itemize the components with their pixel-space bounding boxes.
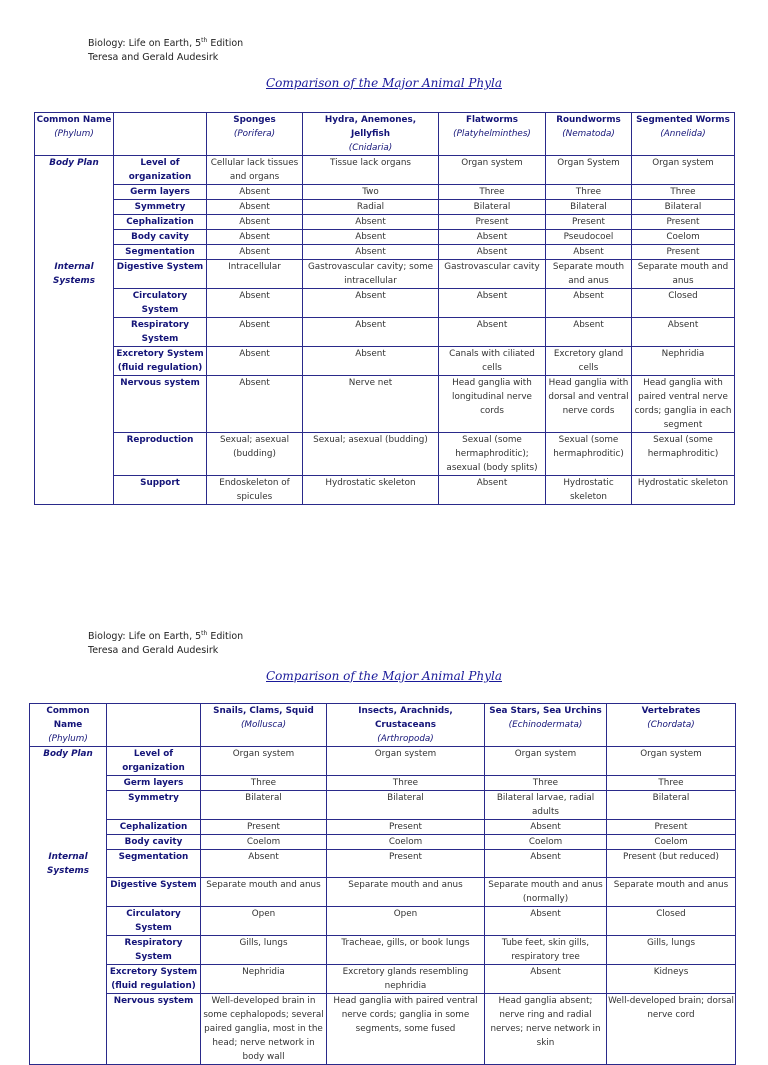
phylum-name: (Porifera) [233, 129, 276, 139]
table-cell: Present [201, 820, 327, 835]
table-cell: Organ system [607, 747, 736, 776]
table-row [30, 965, 736, 994]
category-cell [30, 791, 107, 820]
row-label: Support [114, 476, 207, 505]
table-cell: Three [201, 776, 327, 791]
row-label: Circulatory System [107, 907, 201, 936]
table-cell: Absent [303, 289, 439, 318]
common-name-header: Common Name (Phylum) [30, 704, 107, 747]
table-cell: Bilateral [546, 200, 632, 215]
table-cell: Separate mouth and anus (normally) [485, 878, 607, 907]
table-cell: Bilateral [201, 791, 327, 820]
phylum-column-header [207, 113, 303, 156]
category-cell [35, 289, 114, 318]
table-cell: Coelom [485, 835, 607, 850]
table-cell: Organ system [327, 747, 485, 776]
table-cell: Three [327, 776, 485, 791]
phylum-column-header [607, 704, 736, 747]
table-row [35, 347, 735, 376]
table-row [35, 318, 735, 347]
row-label: Body cavity [114, 230, 207, 245]
table-cell: Hydrostatic skeleton [632, 476, 735, 505]
table-cell: Excretory gland cells [546, 347, 632, 376]
table-cell: Bilateral [439, 200, 546, 215]
table-row [30, 835, 736, 850]
table-cell: Absent [207, 289, 303, 318]
row-label: Cephalization [114, 215, 207, 230]
phylum-column-header [546, 113, 632, 156]
table-cell: Bilateral [607, 791, 736, 820]
table-cell: Hydrostatic skeleton [546, 476, 632, 505]
table-cell: Absent [207, 245, 303, 260]
phylum-name: (Mollusca) [240, 720, 287, 730]
page-title: Comparison of the Major Animal Phyla [266, 76, 502, 90]
common-name: Segmented Worms [636, 115, 730, 125]
book-edition: Biology: Life on Earth, 5th Edition [88, 37, 244, 50]
table-cell: Absent [201, 850, 327, 878]
document-header-2 [88, 627, 243, 658]
category-cell [35, 215, 114, 230]
table-cell: Absent [303, 347, 439, 376]
table-cell: Sexual; asexual (budding) [303, 433, 439, 476]
table-cell: Absent [303, 318, 439, 347]
table-cell: Well-developed brain; dorsal nerve cord [607, 994, 736, 1065]
table-row [35, 260, 735, 289]
table-cell: Three [439, 185, 546, 200]
table-cell: Absent [207, 185, 303, 200]
table-cell: Absent [207, 230, 303, 245]
table-cell: Absent [485, 850, 607, 878]
table-cell: Gastrovascular cavity [439, 260, 546, 289]
table-cell: Absent [439, 318, 546, 347]
table-cell: Three [607, 776, 736, 791]
table-cell: Endoskeleton of spicules [207, 476, 303, 505]
row-label: Nervous system [107, 994, 201, 1065]
common-name: Snails, Clams, Squid [213, 706, 314, 716]
row-label: Digestive System [107, 878, 201, 907]
table-row [30, 907, 736, 936]
table-cell: Absent [207, 376, 303, 433]
category-label: Body Plan [49, 158, 99, 168]
category-body-plan [35, 156, 114, 185]
table-cell: Three [546, 185, 632, 200]
table-cell: Gills, lungs [607, 936, 736, 965]
book-authors: Teresa and Gerald Audesirk [88, 52, 219, 64]
table-cell: Organ System [546, 156, 632, 185]
common-name: Sponges [233, 115, 276, 125]
table-cell: Well-developed brain in some cephalopods; several paired ganglia, most in the head; nerve network in body wall [201, 994, 327, 1065]
header-row [30, 704, 736, 747]
row-label: Excretory System (fluid regulation) [114, 347, 207, 376]
phylum-name: (Echinodermata) [508, 720, 583, 730]
row-label: Segmentation [107, 850, 201, 878]
table-cell: Head ganglia with dorsal and ventral nerve cords [546, 376, 632, 433]
phylum-column-header [439, 113, 546, 156]
table-cell: Three [485, 776, 607, 791]
category-cell [35, 347, 114, 376]
table-row [30, 878, 736, 907]
row-label: Level of organization [114, 156, 207, 185]
table-row [35, 289, 735, 318]
common-name-header: Common Name (Phylum) [35, 113, 114, 156]
table-cell: Absent [207, 215, 303, 230]
category-label: Internal [54, 261, 94, 272]
table-cell: Coelom [201, 835, 327, 850]
phylum-column-header [303, 113, 439, 156]
row-label: Reproduction [114, 433, 207, 476]
phylum-name: (Annelida) [660, 129, 706, 139]
table-cell: Coelom [327, 835, 485, 850]
table-cell: Head ganglia absent; nerve ring and radial nerves; nerve network in skin [485, 994, 607, 1065]
table-cell: Present [439, 215, 546, 230]
row-label: Body cavity [107, 835, 201, 850]
header-row [35, 113, 735, 156]
table-cell: Coelom [632, 230, 735, 245]
table-cell: Open [201, 907, 327, 936]
table-cell: Nerve net [303, 376, 439, 433]
table-cell: Absent [303, 245, 439, 260]
phylum-column-header [632, 113, 735, 156]
table-cell: Tracheae, gills, or book lungs [327, 936, 485, 965]
row-label: Respiratory System [107, 936, 201, 965]
row-label: Respiratory System [114, 318, 207, 347]
table-cell: Organ system [439, 156, 546, 185]
phylum-name: (Arthropoda) [377, 734, 434, 744]
table-cell: Absent [439, 245, 546, 260]
category-cell [30, 835, 107, 850]
row-label-header [107, 704, 201, 747]
table-cell: Coelom [607, 835, 736, 850]
table-row [35, 230, 735, 245]
row-label: Symmetry [107, 791, 201, 820]
table-cell: Absent [207, 347, 303, 376]
table-cell: Hydrostatic skeleton [303, 476, 439, 505]
table-cell: Cellular lack tissues and organs [207, 156, 303, 185]
phyla-table-1 [34, 112, 735, 505]
category-cell [30, 820, 107, 835]
category-cell [35, 376, 114, 433]
row-label: Digestive System [114, 260, 207, 289]
category-cell [30, 936, 107, 965]
table-cell: Separate mouth and anus [607, 878, 736, 907]
table-cell: Present [546, 215, 632, 230]
document-header [88, 34, 243, 65]
table-cell: Two [303, 185, 439, 200]
row-label: Germ layers [107, 776, 201, 791]
table-row [30, 936, 736, 965]
row-label: Level of organization [107, 747, 201, 776]
common-name: Vertebrates [641, 706, 701, 716]
table-row [30, 994, 736, 1065]
category-cell [35, 185, 114, 200]
table-cell: Absent [546, 289, 632, 318]
table-row [35, 433, 735, 476]
table-cell: Present [327, 820, 485, 835]
table-cell: Absent [546, 245, 632, 260]
book-authors: Teresa and Gerald Audesirk [88, 645, 219, 657]
table-cell: Pseudocoel [546, 230, 632, 245]
table-cell: Absent [485, 820, 607, 835]
table-cell: Sexual (some hermaphroditic) [546, 433, 632, 476]
common-name: Roundworms [556, 115, 621, 125]
category-cell [30, 776, 107, 791]
table-cell: Separate mouth and anus [327, 878, 485, 907]
table-cell: Absent [439, 476, 546, 505]
table-cell: Nephridia [632, 347, 735, 376]
table-cell: Absent [485, 907, 607, 936]
phylum-name: (Chordata) [647, 720, 695, 730]
table-cell: Absent [207, 200, 303, 215]
table-cell: Absent [439, 230, 546, 245]
table-cell: Head ganglia with longitudinal nerve cords [439, 376, 546, 433]
table-cell: Radial [303, 200, 439, 215]
table-row [30, 850, 736, 878]
table-cell: Bilateral [327, 791, 485, 820]
row-label-header [114, 113, 207, 156]
table-cell: Head ganglia with paired ventral nerve cords; ganglia in each segment [632, 376, 735, 433]
category-cell [35, 476, 114, 505]
category-cell [30, 878, 107, 907]
table-cell: Absent [485, 965, 607, 994]
category-cell [35, 318, 114, 347]
table-cell: Bilateral larvae, radial adults [485, 791, 607, 820]
table-row [30, 820, 736, 835]
table-row [35, 376, 735, 433]
category-cell [35, 260, 114, 289]
table-cell: Absent [439, 289, 546, 318]
table-cell: Open [327, 907, 485, 936]
table-row [35, 215, 735, 230]
table-cell: Present [632, 245, 735, 260]
table-cell: Absent [632, 318, 735, 347]
table-cell: Separate mouth and anus [201, 878, 327, 907]
common-name: Insects, Arachnids, Crustaceans [358, 706, 453, 730]
category-body-plan [30, 747, 107, 776]
table-cell: Head ganglia with paired ventral nerve cords; ganglia in some segments, some fused [327, 994, 485, 1065]
table-cell: Present [632, 215, 735, 230]
table-cell: Canals with ciliated cells [439, 347, 546, 376]
row-label: Symmetry [114, 200, 207, 215]
table-cell: Tissue lack organs [303, 156, 439, 185]
common-name: Sea Stars, Sea Urchins [489, 706, 602, 716]
category-label: Internal [48, 851, 88, 862]
table-cell: Present (but reduced) [607, 850, 736, 878]
table-cell: Absent [303, 230, 439, 245]
table-cell: Tube feet, skin gills, respiratory tree [485, 936, 607, 965]
table-cell: Sexual; asexual (budding) [207, 433, 303, 476]
table-cell: Sexual (some hermaphroditic); asexual (body splits) [439, 433, 546, 476]
table-cell: Sexual (some hermaphroditic) [632, 433, 735, 476]
phyla-table-2 [29, 703, 736, 1065]
common-name: Hydra, Anemones, Jellyfish [324, 115, 417, 139]
row-label: Cephalization [107, 820, 201, 835]
table-cell: Excretory glands resembling nephridia [327, 965, 485, 994]
category-cell [30, 907, 107, 936]
table-cell: Present [607, 820, 736, 835]
table-cell: Gills, lungs [201, 936, 327, 965]
category-label: Systems [53, 275, 95, 286]
category-cell [30, 994, 107, 1065]
phylum-name: (Platyhelminthes) [453, 129, 531, 139]
row-label: Circulatory System [114, 289, 207, 318]
table-row [30, 791, 736, 820]
common-name: Flatworms [465, 115, 519, 125]
category-cell [35, 230, 114, 245]
row-label: Segmentation [114, 245, 207, 260]
phylum-name: (Nematoda) [562, 129, 615, 139]
category-label: Body Plan [43, 749, 93, 759]
category-cell [35, 245, 114, 260]
category-cell [35, 200, 114, 215]
phylum-column-header [485, 704, 607, 747]
table-cell: Nephridia [201, 965, 327, 994]
category-cell [35, 433, 114, 476]
table-row [35, 476, 735, 505]
table-row [35, 200, 735, 215]
table-cell: Organ system [632, 156, 735, 185]
table-cell: Kidneys [607, 965, 736, 994]
table-cell: Organ system [485, 747, 607, 776]
row-label: Excretory System (fluid regulation) [107, 965, 201, 994]
row-label: Germ layers [114, 185, 207, 200]
table-cell: Separate mouth and anus [546, 260, 632, 289]
table-cell: Organ system [201, 747, 327, 776]
table-cell: Bilateral [632, 200, 735, 215]
table-row [35, 245, 735, 260]
table-cell: Present [327, 850, 485, 878]
table-row [35, 156, 735, 185]
row-label: Nervous system [114, 376, 207, 433]
table-cell: Absent [546, 318, 632, 347]
table-row [30, 776, 736, 791]
table-cell: Closed [607, 907, 736, 936]
table-cell: Three [632, 185, 735, 200]
category-cell [30, 850, 107, 878]
phylum-name: (Cnidaria) [348, 143, 393, 153]
table-cell: Gastrovascular cavity; some intracellular [303, 260, 439, 289]
table-cell: Absent [303, 215, 439, 230]
page-title-2: Comparison of the Major Animal Phyla [266, 669, 502, 683]
phylum-column-header [201, 704, 327, 747]
table-cell: Intracellular [207, 260, 303, 289]
category-cell [30, 965, 107, 994]
table-row [30, 747, 736, 776]
category-label: Systems [47, 865, 89, 876]
table-row [35, 185, 735, 200]
book-edition: Biology: Life on Earth, 5th Edition [88, 630, 244, 643]
table-cell: Separate mouth and anus [632, 260, 735, 289]
phylum-column-header [327, 704, 485, 747]
table-cell: Absent [207, 318, 303, 347]
table-cell: Closed [632, 289, 735, 318]
